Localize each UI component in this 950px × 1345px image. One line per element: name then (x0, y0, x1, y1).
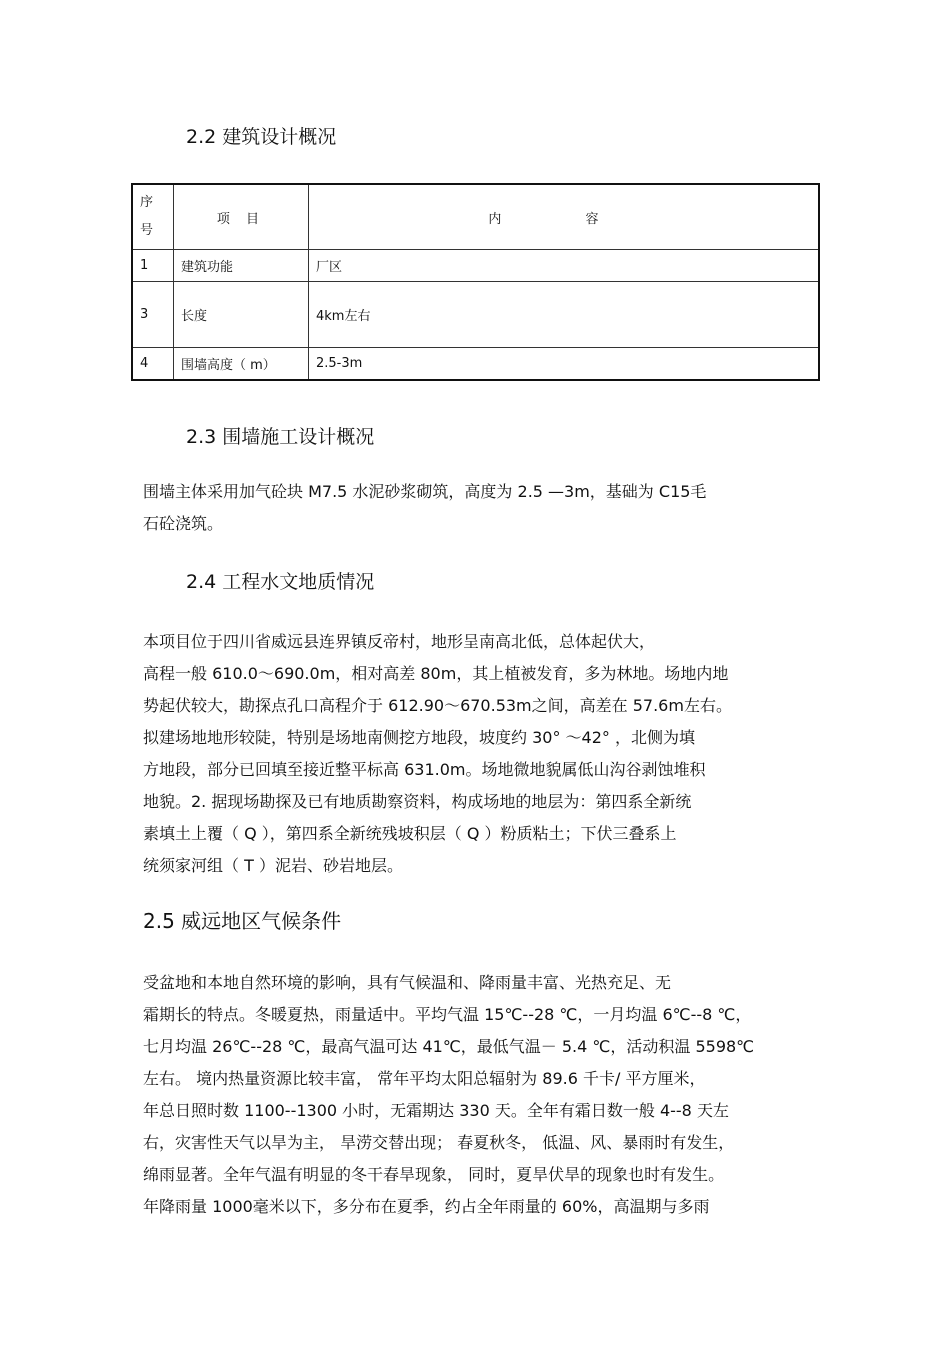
wall-design-paragraph (143, 476, 823, 540)
paragraph-line: 受盆地和本地自然环境的影响，具有气候温和、降雨量丰富、光热充足、无 (143, 973, 672, 992)
paragraph-line: 石砼浇筑。 (143, 514, 224, 533)
paragraph-line: 围墙主体采用加气砼块 M7.5 水泥砂浆砌筑，高度为 2.5 —3m，基础为 C15毛 (143, 482, 707, 501)
hydrogeology-paragraph (143, 626, 823, 882)
section-heading-2-5: 2.5 威远地区气候条件 (143, 909, 342, 933)
row-number: 1 (132, 250, 174, 282)
paragraph-line: 势起伏较大，勘探点孔口高程介于 612.90～670.53m之间，高差在 57.6m左右。 (143, 696, 732, 715)
header-item-cell: 项 目 (174, 184, 309, 250)
paragraph-line: 统须家河组（ T ）泥岩、砂岩地层。 (143, 856, 403, 875)
section-heading-2-2: 2.2 建筑设计概况 (186, 126, 337, 148)
table-header-row (132, 184, 819, 250)
climate-paragraph (143, 967, 823, 1223)
row-number: 4 (132, 348, 174, 381)
paragraph-line: 年降雨量 1000毫米以下，多分布在夏季，约占全年雨量的 60%，高温期与多雨 (143, 1197, 710, 1216)
table-row (132, 348, 819, 381)
paragraph-line: 年总日照时数 1100--1300 小时，无霜期达 330 天。全年有霜日数一般 4--8 天左 (143, 1101, 729, 1120)
section-heading-2-3: 2.3 围墙施工设计概况 (186, 426, 375, 448)
paragraph-line: 霜期长的特点。冬暖夏热，雨量适中。平均气温 15℃--28 ℃，一月均温 6℃--8 ℃， (143, 1005, 752, 1024)
header-number-cell (132, 184, 174, 250)
table-row (132, 250, 819, 282)
paragraph-line: 拟建场地地形较陡，特别是场地南侧挖方地段，坡度约 30° ～42° ，北侧为填 (143, 728, 695, 747)
paragraph-line: 左右。 境内热量资源比较丰富， 常年平均太阳总辐射为 89.6 千卡/ 平方厘米， (143, 1069, 706, 1088)
paragraph-line: 高程一般 610.0～690.0m，相对高差 80m，其上植被发育，多为林地。场地内地 (143, 664, 729, 683)
paragraph-line: 素填土上覆（ Q ），第四系全新统残坡积层（ Q ）粉质粘土；下伏三叠系上 (143, 824, 677, 843)
row-number: 3 (132, 282, 174, 348)
paragraph-line: 右，灾害性天气以旱为主， 旱涝交替出现； 春夏秋冬， 低温、风、暴雨时有发生， (143, 1133, 735, 1152)
section-heading-2-4: 2.4 工程水文地质情况 (186, 571, 375, 593)
table-row (132, 282, 819, 348)
header-number-top: 序 (140, 195, 154, 210)
row-item: 建筑功能 (174, 250, 309, 282)
header-content-cell: 内 容 (309, 184, 820, 250)
row-content: 4km左右 (309, 282, 820, 348)
header-number-bottom: 号 (140, 223, 154, 238)
paragraph-line: 七月均温 26℃--28 ℃，最高气温可达 41℃，最低气温－ 5.4 ℃，活动积温 5598℃ (143, 1037, 755, 1056)
row-content: 厂区 (309, 250, 820, 282)
row-item: 长度 (174, 282, 309, 348)
paragraph-line: 方地段，部分已回填至接近整平标高 631.0m。场地微地貌属低山沟谷剥蚀堆积 (143, 760, 706, 779)
row-item: 围墙高度（ m） (174, 348, 309, 381)
building-design-table (131, 183, 820, 381)
paragraph-line: 本项目位于四川省威远县连界镇反帝村，地形呈南高北低，总体起伏大， (143, 632, 656, 651)
row-content: 2.5-3m (309, 348, 820, 381)
paragraph-line: 绵雨显著。全年气温有明显的冬干春旱现象， 同时，夏旱伏旱的现象也时有发生。 (143, 1165, 725, 1184)
paragraph-line: 地貌。2. 据现场勘探及已有地质勘察资料，构成场地的地层为：第四系全新统 (143, 792, 692, 811)
